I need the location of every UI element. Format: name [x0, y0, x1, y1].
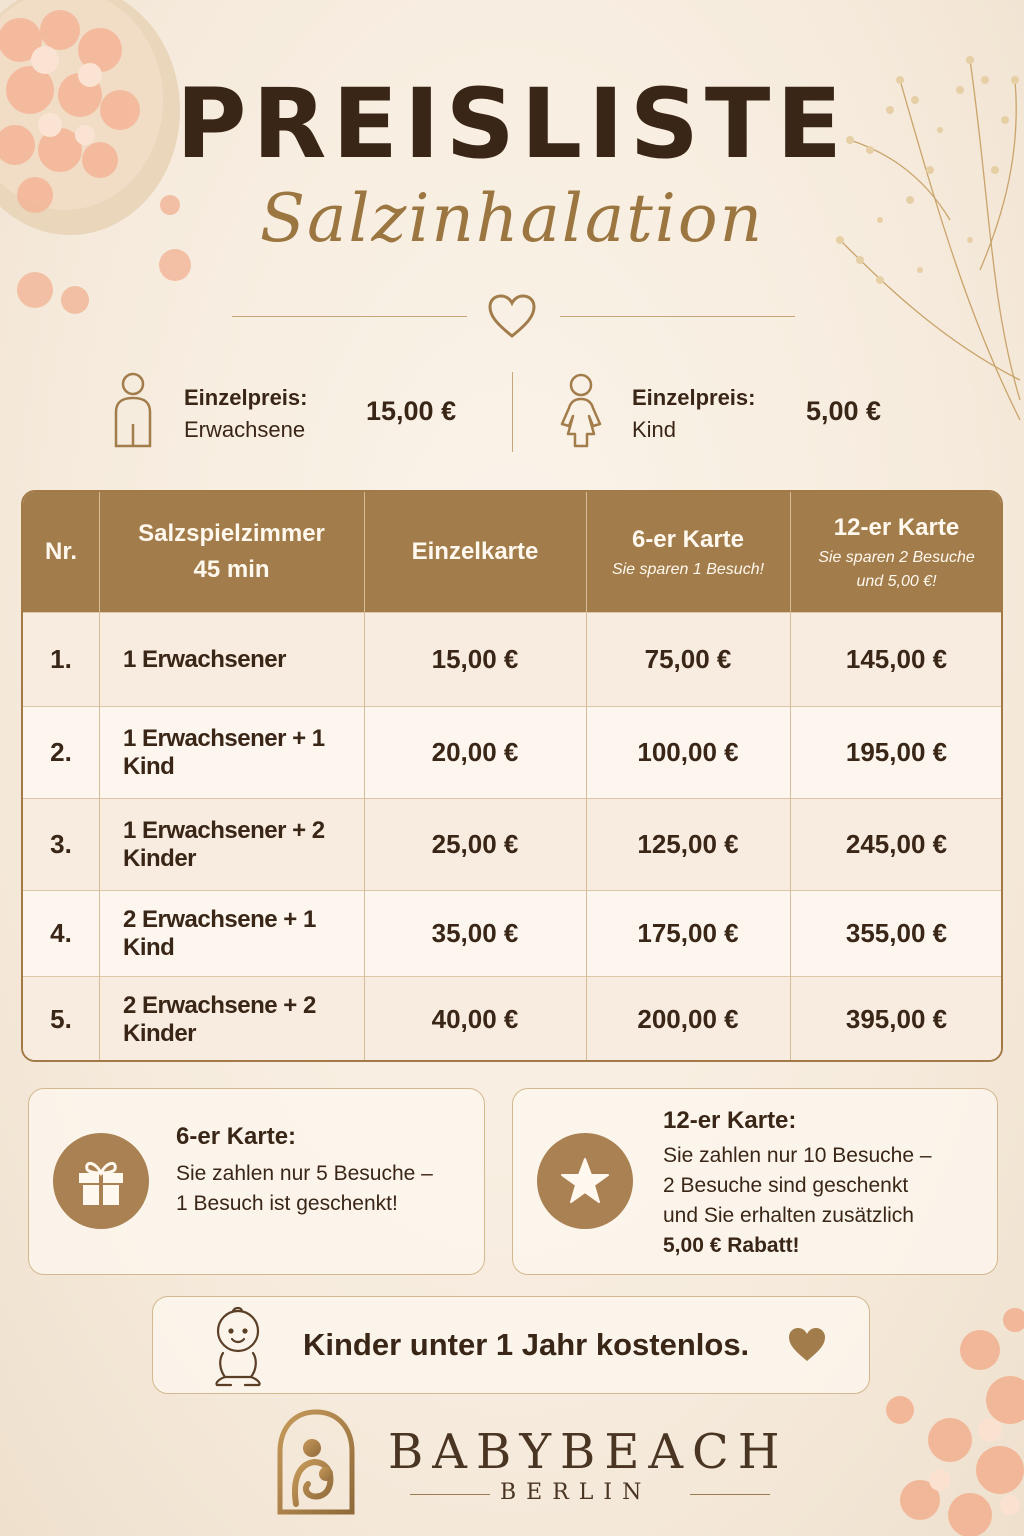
baby-icon	[205, 1303, 271, 1387]
kids-free-text: Kinder unter 1 Jahr kostenlos.	[303, 1327, 750, 1362]
info-card-twelve-line4: 5,00 € Rabatt!	[663, 1234, 800, 1257]
column-divider	[364, 492, 365, 1060]
info-card-six	[28, 1088, 485, 1275]
info-card-six-line2: 1 Besuch ist geschenkt!	[176, 1192, 398, 1215]
header-nr: Nr.	[44, 538, 77, 565]
cell-twelve: 245,00 €	[845, 829, 948, 859]
cell-desc: 2 Erwachsene + 2 Kinder	[123, 991, 316, 1047]
single-price-child	[556, 372, 896, 452]
cell-six: 175,00 €	[637, 918, 739, 948]
single-price-adult	[108, 372, 488, 452]
price-table	[21, 490, 1003, 1062]
divider-right	[560, 316, 795, 317]
column-divider	[790, 492, 791, 1060]
page-title: PREISLISTE	[176, 68, 848, 180]
cell-nr: 4.	[50, 918, 72, 948]
info-card-twelve-line3: und Sie erhalten zusätzlich	[663, 1204, 914, 1227]
star-icon	[557, 1153, 613, 1209]
divider-left	[232, 316, 467, 317]
cell-desc: 2 Erwachsene + 1 Kind	[123, 905, 316, 961]
cell-six: 200,00 €	[637, 1004, 739, 1034]
heart-filled-icon	[787, 1327, 827, 1363]
single-price-adult-sub: Erwachsene	[184, 417, 306, 442]
cell-six: 100,00 €	[637, 737, 739, 767]
table-row	[23, 976, 1001, 1062]
table-row	[23, 798, 1001, 890]
cell-single: 35,00 €	[431, 918, 519, 948]
single-price-child-value: 5,00 €	[806, 396, 882, 426]
babybeach-logo	[274, 1408, 358, 1518]
heart-icon	[487, 294, 537, 340]
brand-city: BERLIN	[500, 1480, 652, 1505]
cell-desc: 1 Erwachsener + 1 Kind	[123, 724, 325, 780]
cell-single: 20,00 €	[431, 737, 519, 767]
table-header	[23, 492, 1001, 612]
child-icon	[556, 372, 606, 452]
info-card-twelve-title: 12-er Karte:	[663, 1107, 797, 1134]
gift-icon	[73, 1153, 129, 1209]
column-divider	[586, 492, 587, 1060]
page-subtitle: Salzinhalation	[259, 180, 765, 257]
single-price-child-sub: Kind	[632, 417, 677, 442]
single-price-child-label: Einzelpreis:	[632, 385, 756, 410]
brand-line-right	[690, 1494, 770, 1495]
cell-desc: 1 Erwachsener	[123, 645, 286, 673]
cell-twelve: 195,00 €	[845, 737, 948, 767]
cell-nr: 2.	[50, 737, 72, 767]
kids-free-note	[152, 1296, 870, 1394]
table-row	[23, 890, 1001, 976]
brand-name: BABYBEACH	[388, 1424, 789, 1480]
salt-crystals-bottom-decoration	[860, 1290, 1024, 1536]
cell-single: 15,00 €	[431, 644, 519, 674]
info-card-twelve	[512, 1088, 998, 1275]
header-six: 6-er Karte Sie sparen 1 Besuch!	[611, 526, 765, 578]
cell-single: 40,00 €	[431, 1004, 519, 1034]
header-twelve: 12-er Karte Sie sparen 2 Besuche und 5,00 €!	[818, 514, 975, 590]
price-separator	[512, 372, 513, 452]
adult-icon	[108, 372, 158, 452]
single-price-adult-label: Einzelpreis:	[184, 385, 308, 410]
info-card-twelve-line2: 2 Besuche sind geschenkt	[663, 1174, 909, 1197]
cell-six: 125,00 €	[637, 829, 739, 859]
column-divider	[99, 492, 100, 1060]
cell-nr: 3.	[50, 829, 72, 859]
cell-desc: 1 Erwachsener + 2 Kinder	[123, 816, 325, 872]
cell-nr: 5.	[50, 1004, 72, 1034]
cell-twelve: 145,00 €	[845, 644, 948, 674]
header-room: Salzspielzimmer 45 min	[138, 520, 325, 583]
table-row	[23, 706, 1001, 798]
header-single: Einzelkarte	[411, 538, 539, 565]
cell-twelve: 355,00 €	[845, 918, 948, 948]
info-card-six-line1: Sie zahlen nur 5 Besuche –	[176, 1162, 433, 1185]
brand-line-left	[410, 1494, 490, 1495]
info-card-six-title: 6-er Karte:	[176, 1123, 297, 1150]
cell-six: 75,00 €	[644, 644, 732, 674]
cell-nr: 1.	[50, 644, 72, 674]
cell-single: 25,00 €	[431, 829, 519, 859]
single-price-adult-value: 15,00 €	[366, 396, 457, 426]
cell-twelve: 395,00 €	[845, 1004, 948, 1034]
table-row	[23, 612, 1001, 706]
info-card-twelve-line1: Sie zahlen nur 10 Besuche –	[663, 1144, 932, 1167]
